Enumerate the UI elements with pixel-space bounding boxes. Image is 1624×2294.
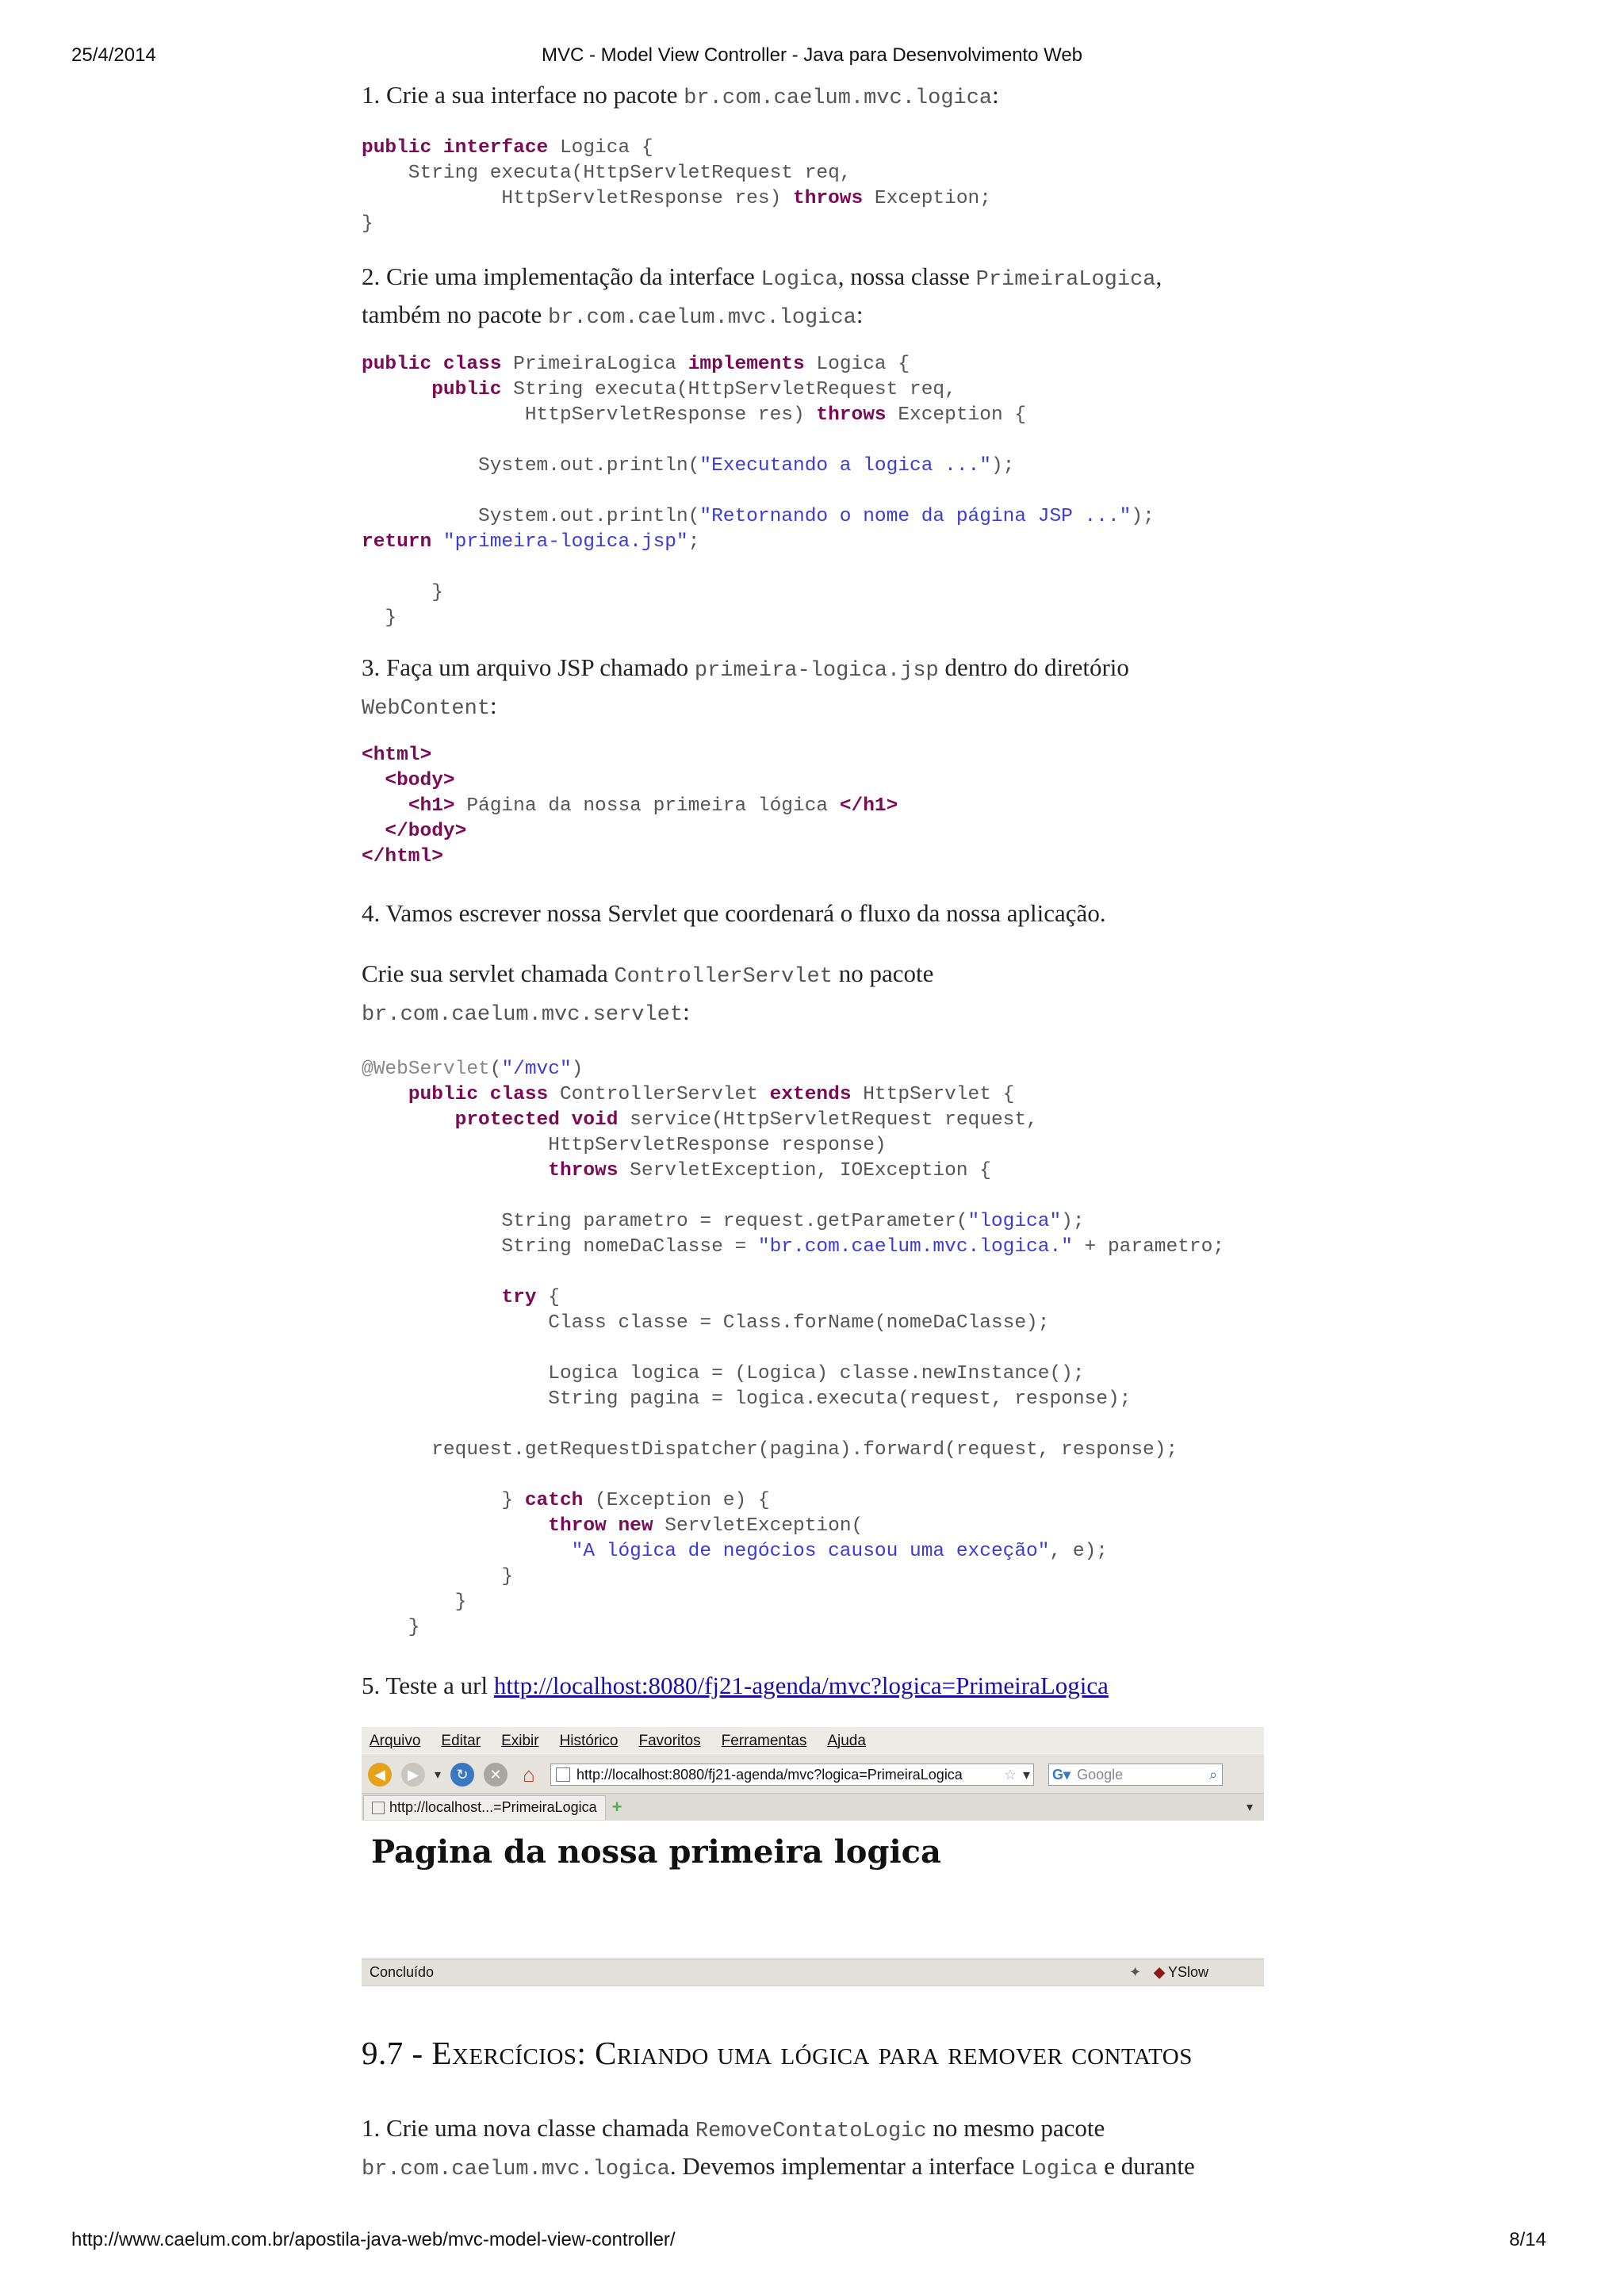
colon: : — [856, 301, 864, 328]
home-icon[interactable]: ⌂ — [523, 1762, 535, 1787]
page-number: 8/14 — [1509, 2229, 1546, 2250]
remove-step-text: 1. Crie uma nova classe chamada — [362, 2114, 695, 2142]
section-title: 9.7 - Exercícios: Criando uma lógica para remover contatos — [362, 2035, 1193, 2071]
browser-tabbar — [362, 1793, 1264, 1821]
package-name: br.com.caelum.mvc.servlet — [362, 1003, 684, 1027]
address-bar[interactable] — [550, 1764, 1034, 1786]
test-url-link[interactable]: http://localhost:8080/fj21-agenda/mvc?logica=PrimeiraLogica — [493, 1672, 1109, 1699]
chevron-down-icon[interactable]: ▾ — [1022, 1766, 1031, 1783]
step-4: 4. Vamos escrever nossa Servlet que coordenará o fluxo da nossa aplicação. — [362, 899, 1106, 927]
status-bar — [362, 1959, 1264, 1986]
menu-favoritos[interactable]: Favoritos — [638, 1733, 701, 1749]
page-icon — [372, 1802, 385, 1814]
browser-navbar — [362, 1756, 1264, 1793]
code-controller-servlet: @WebServlet("/mvc") public class ControllerServlet extends HttpServlet { protected void service(HttpServletRequest request, HttpServletResponse response) throws ServletException, IOException { String parametro = request.getParameter("logica"); String nomeDaClasse = "br.com.caelum.mvc.logica." + parametro; try { Class classe = Class.forName(nomeDaClasse); Logica logica = (Logica) classe.newInstance(); String pagina = logica.executa(request, response); request.getRequestDispatcher(pagina).forward(request, response); } catch (Exception e) { throw new ServletException( "A lógica de negócios causou uma exceção", e); } } } — [362, 1059, 1224, 1638]
print-title: MVC - Model View Controller - Java para Desenvolvimento Web — [541, 44, 1083, 66]
yslow-icon[interactable]: ◆ — [1154, 1964, 1165, 1980]
remove-step-text-c: . Devemos implementar a interface — [669, 2152, 1021, 2180]
browser-screenshot — [362, 1727, 1264, 1986]
code-primeira-logica: public class PrimeiraLogica implements Logica { public String executa(HttpServletRequest req, HttpServletResponse res) throws Exception { System.out.println("Executando a logica ..."); System.out.println("Retornando o nome da página JSP ..."); return "primeira-logica.jsp"; } } — [362, 354, 1155, 629]
package-name: br.com.caelum.mvc.logica — [362, 2158, 670, 2181]
footer-url: http://www.caelum.com.br/apostila-java-web/mvc-model-view-controller/ — [71, 2229, 676, 2250]
star-icon[interactable]: ☆ — [1003, 1766, 1017, 1783]
menu-editar[interactable]: Editar — [441, 1733, 481, 1749]
menu-historico[interactable]: Histórico — [559, 1733, 619, 1749]
class-name: RemoveContatoLogic — [695, 2120, 927, 2143]
address-text: http://localhost:8080/fj21-agenda/mvc?logica=PrimeiraLogica — [576, 1766, 963, 1783]
tab-list-icon[interactable]: ▾ — [1246, 1801, 1253, 1814]
status-text: Concluído — [370, 1964, 435, 1980]
step-4-servlet — [362, 956, 1266, 1032]
comma: , — [1155, 262, 1162, 290]
remove-step-text-b: no mesmo pacote — [926, 2114, 1105, 2142]
browser-tab[interactable] — [363, 1795, 606, 1820]
directory-name: WebContent — [362, 697, 491, 721]
page-heading: Pagina da nossa primeira logica — [371, 1833, 941, 1871]
new-tab-icon[interactable]: + — [611, 1797, 622, 1817]
code-logica-interface: public interface Logica { String executa(HttpServletRequest req, HttpServletResponse res) throws Exception; } — [362, 137, 991, 235]
remove-step-text-d: e durante — [1097, 2152, 1195, 2180]
stop-icon[interactable]: ✕ — [484, 1763, 508, 1787]
colon: : — [683, 998, 690, 1025]
search-placeholder: Google — [1077, 1766, 1124, 1783]
menu-exibir[interactable]: Exibir — [501, 1733, 539, 1749]
tab-title: http://localhost...=PrimeiraLogica — [389, 1799, 597, 1815]
menu-ferramentas[interactable]: Ferramentas — [721, 1733, 807, 1749]
code-jsp: <html> <body> <h1> Página da nossa primeira lógica </h1> </body> </html> — [362, 745, 898, 867]
step-3-text-b: dentro do diretório — [938, 653, 1129, 681]
servlet-name: ControllerServlet — [614, 965, 833, 989]
step-1 — [362, 78, 1266, 116]
step-3 — [362, 650, 1266, 726]
class-name: PrimeiraLogica — [975, 268, 1156, 292]
history-dropdown-icon[interactable]: ▾ — [435, 1768, 442, 1782]
colon: : — [490, 691, 497, 719]
menu-arquivo[interactable]: Arquivo — [370, 1733, 421, 1749]
step-2-text-c: também no pacote — [362, 301, 548, 328]
forward-arrow-icon[interactable]: ▶ — [401, 1763, 425, 1787]
remove-step-1 — [362, 2111, 1266, 2187]
browser-menubar — [362, 1727, 1264, 1756]
step-2-text-b: , nossa classe — [837, 262, 976, 290]
yslow-label[interactable]: YSlow — [1167, 1964, 1208, 1980]
step-5 — [362, 1668, 1266, 1703]
interface-name: Logica — [1021, 2158, 1098, 2181]
step-4-text: Crie sua servlet chamada — [362, 959, 615, 987]
back-arrow-icon[interactable]: ◀ — [368, 1763, 392, 1787]
addon-icon[interactable]: ✦ — [1129, 1964, 1142, 1980]
step-2-text: 2. Crie uma implementação da interface — [362, 262, 761, 290]
package-name: br.com.caelum.mvc.logica — [548, 306, 856, 330]
step-3-text: 3. Faça um arquivo JSP chamado — [362, 653, 695, 681]
step-2 — [362, 259, 1266, 335]
step-1-text: 1. Crie a sua interface no pacote — [362, 81, 684, 109]
interface-name: Logica — [760, 268, 838, 292]
reload-icon[interactable]: ↻ — [450, 1763, 474, 1787]
step-4-text-b: no pacote — [832, 959, 934, 987]
print-date: 25/4/2014 — [71, 44, 156, 66]
step-5-text: 5. Teste a url — [362, 1672, 494, 1699]
menu-ajuda[interactable]: Ajuda — [827, 1733, 866, 1749]
file-name: primeira-logica.jsp — [694, 659, 939, 683]
search-icon[interactable]: ⌕ — [1208, 1766, 1218, 1783]
google-icon[interactable]: G▾ — [1052, 1766, 1071, 1783]
colon: : — [992, 81, 999, 109]
page-icon — [556, 1767, 570, 1782]
package-name: br.com.caelum.mvc.logica — [684, 86, 993, 110]
search-box[interactable] — [1048, 1764, 1223, 1786]
